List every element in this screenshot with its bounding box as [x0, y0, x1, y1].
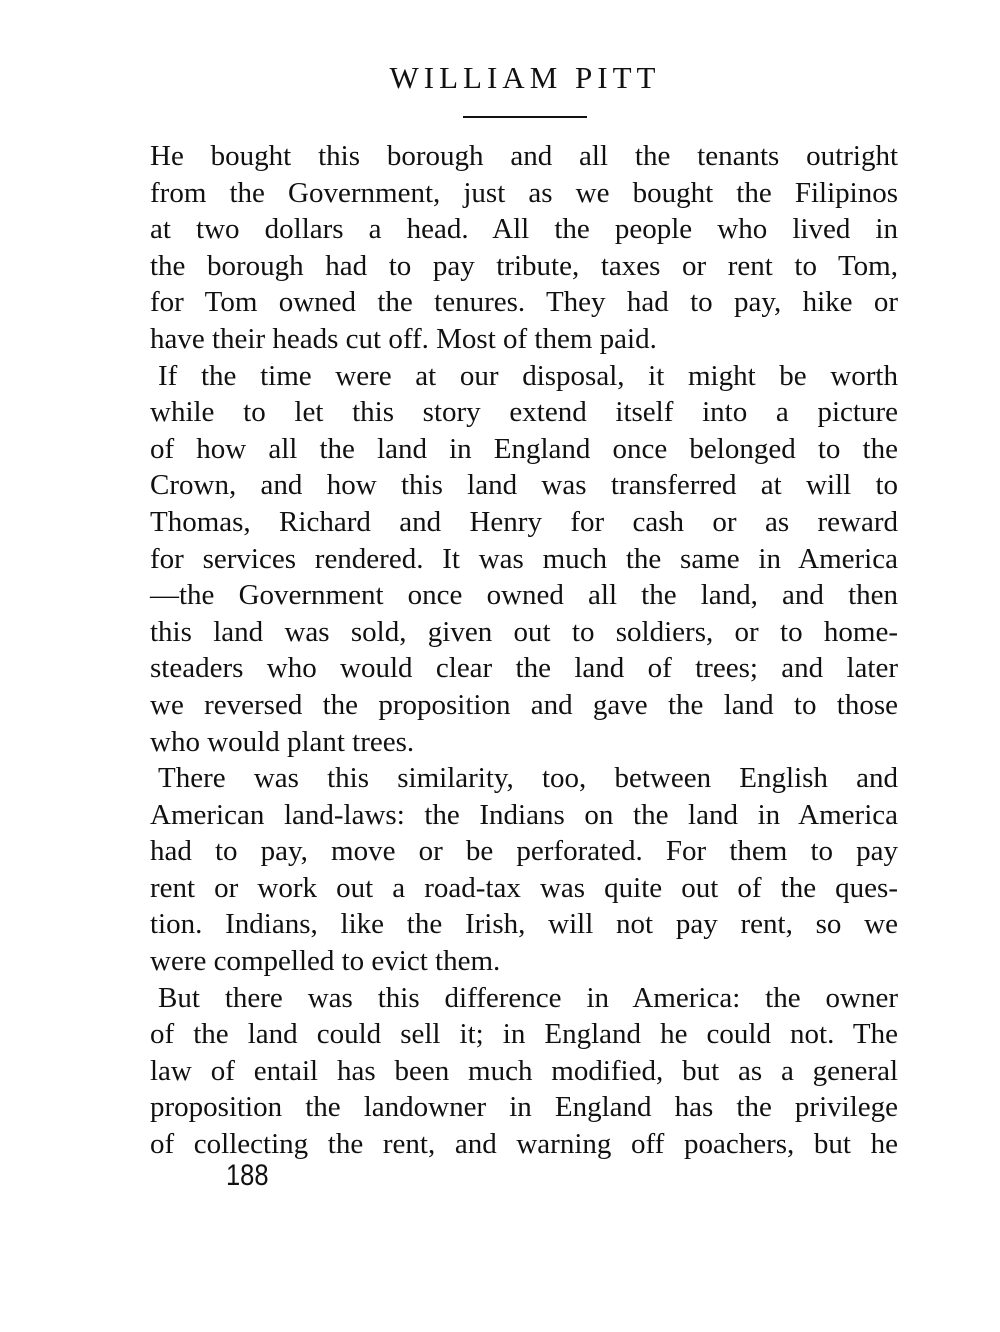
- text-line: we reversed the proposition and gave the land to those: [150, 688, 898, 721]
- text-line: had to pay, move or be perforated. For them to pay: [150, 835, 898, 868]
- text-line: at two dollars a head. All the people who lived in: [150, 213, 898, 246]
- text-line: this land was sold, given out to soldiers, or to home-: [150, 615, 898, 648]
- text-line: If the time were at our disposal, it might be worth: [158, 359, 898, 392]
- text-line: rent or work out a road-tax was quite out of the ques-: [150, 871, 898, 904]
- text-line: —the Government once owned all the land, and then: [150, 579, 898, 612]
- running-head: WILLIAM PITT: [389, 60, 661, 95]
- text-line: of the land could sell it; in England he could not. The: [150, 1018, 898, 1051]
- text-line: law of entail has been much modified, but as a general: [150, 1054, 898, 1087]
- text-line: while to let this story extend itself into a picture: [150, 396, 898, 429]
- text-line: of collecting the rent, and warning off poachers, but he: [150, 1128, 898, 1161]
- text-line: But there was this difference in America: the owner: [158, 981, 898, 1014]
- text-line: tion. Indians, like the Irish, will not pay rent, so we: [150, 908, 898, 941]
- text-line: from the Government, just as we bought the Filipinos: [150, 176, 898, 209]
- body-text: [150, 138, 898, 1163]
- text-line: for services rendered. It was much the same in America: [150, 542, 898, 575]
- text-line: Crown, and how this land was transferred at will to: [150, 469, 898, 502]
- text-line: He bought this borough and all the tenants outright: [150, 140, 898, 172]
- text-line: who would plant trees.: [150, 725, 415, 758]
- text-line: proposition the landowner in England has the privilege: [150, 1091, 898, 1124]
- text-line: the borough had to pay tribute, taxes or rent to Tom,: [150, 249, 898, 282]
- text-line: steaders who would clear the land of trees; and later: [150, 652, 898, 685]
- text-line: have their heads cut off. Most of them paid.: [150, 322, 657, 355]
- page-number: 188: [226, 1159, 269, 1192]
- text-line: Thomas, Richard and Henry for cash or as reward: [150, 505, 898, 538]
- text-line: were compelled to evict them.: [150, 945, 501, 978]
- text-line: for Tom owned the tenures. They had to pay, hike or: [150, 286, 898, 319]
- text-line: American land-laws: the Indians on the land in America: [150, 798, 898, 831]
- text-line: There was this similarity, too, between English and: [158, 762, 898, 795]
- text-line: of how all the land in England once belonged to the: [150, 432, 898, 465]
- header-rule: [463, 116, 587, 118]
